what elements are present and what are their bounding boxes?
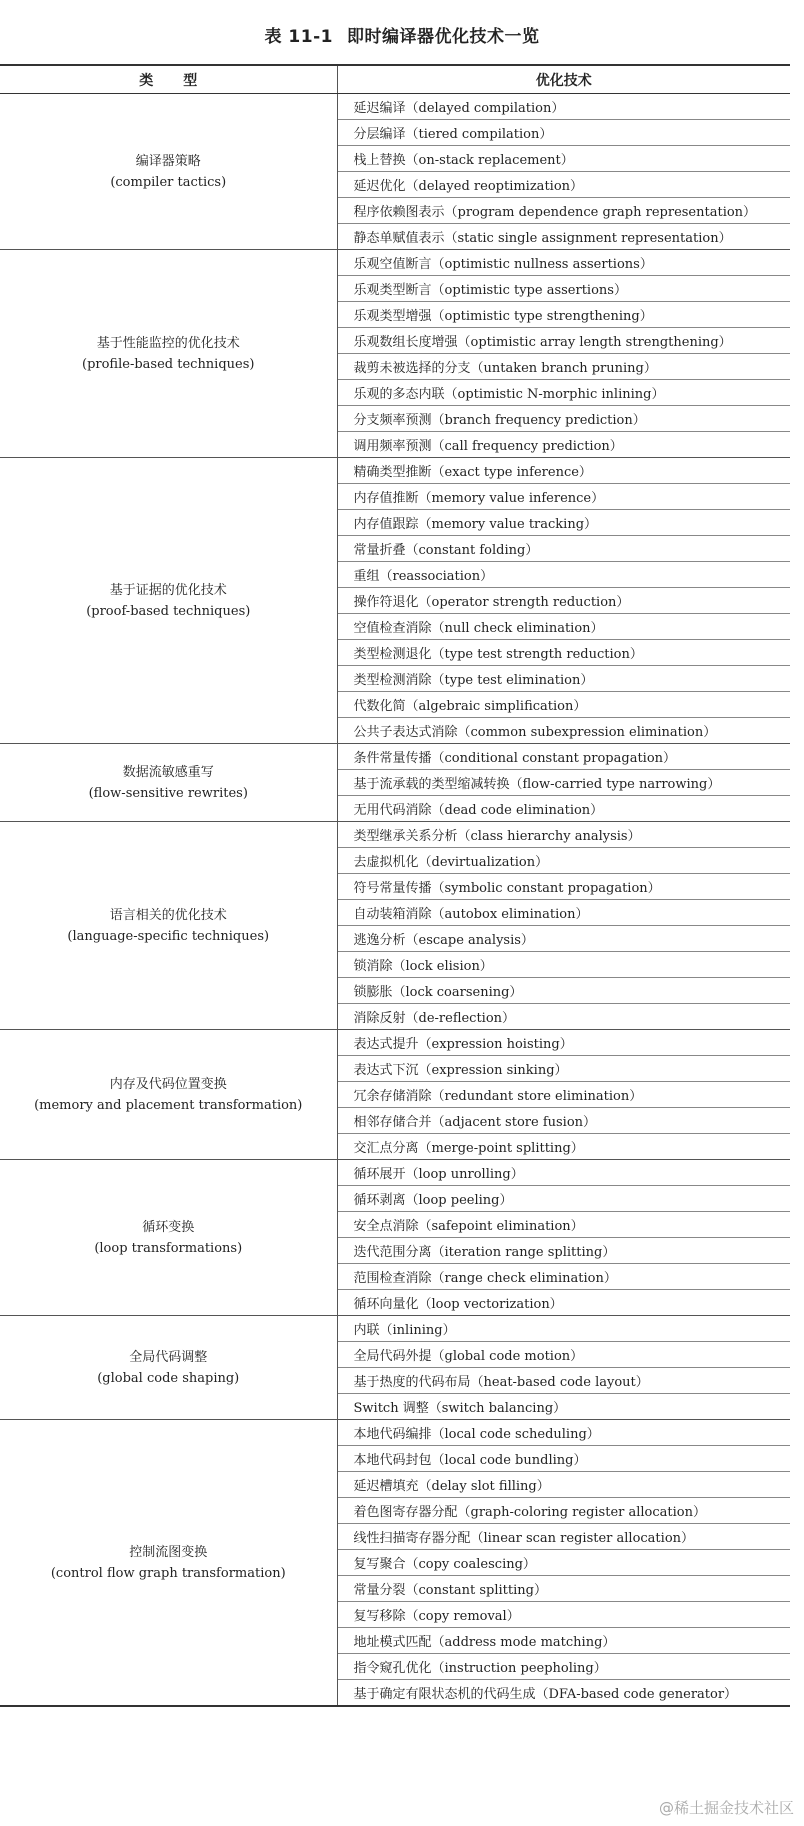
category-cell <box>0 1030 337 1160</box>
table-title: 即时编译器优化技术一览 <box>346 27 540 47</box>
technique-cell: 延迟优化（delayed reoptimization） <box>337 172 790 198</box>
technique-cell: 分支频率预测（branch frequency prediction） <box>337 406 790 432</box>
table-row <box>0 1160 790 1186</box>
technique-cell: 本地代码封包（local code bundling） <box>337 1446 790 1472</box>
technique-cell: 乐观的多态内联（optimistic N-morphic inlining） <box>337 380 790 406</box>
category-name-zh: 内存及代码位置变换 <box>109 1076 227 1092</box>
technique-cell: Switch 调整（switch balancing） <box>337 1394 790 1420</box>
category-cell <box>0 1420 337 1707</box>
technique-cell: 内联（inlining） <box>337 1316 790 1342</box>
technique-cell: 复写聚合（copy coalescing） <box>337 1550 790 1576</box>
technique-cell: 消除反射（de-reflection） <box>337 1004 790 1030</box>
technique-cell: 线性扫描寄存器分配（linear scan register allocation） <box>337 1524 790 1550</box>
technique-cell: 常量折叠（constant folding） <box>337 536 790 562</box>
technique-cell: 裁剪未被选择的分支（untaken branch pruning） <box>337 354 790 380</box>
technique-cell: 分层编译（tiered compilation） <box>337 120 790 146</box>
category-name-en: (loop transformations) <box>94 1240 243 1256</box>
technique-cell: 内存值跟踪（memory value tracking） <box>337 510 790 536</box>
technique-cell: 精确类型推断（exact type inference） <box>337 458 790 484</box>
category-name-zh: 基于证据的优化技术 <box>109 582 227 598</box>
technique-cell: 相邻存储合并（adjacent store fusion） <box>337 1108 790 1134</box>
technique-cell: 去虚拟机化（devirtualization） <box>337 848 790 874</box>
technique-cell: 循环剥离（loop peeling） <box>337 1186 790 1212</box>
technique-cell: 乐观类型断言（optimistic type assertions） <box>337 276 790 302</box>
category-name-zh: 全局代码调整 <box>129 1349 208 1365</box>
technique-cell: 基于热度的代码布局（heat-based code layout） <box>337 1368 790 1394</box>
optimization-techniques-table <box>0 64 790 1707</box>
technique-cell: 乐观类型增强（optimistic type strengthening） <box>337 302 790 328</box>
category-name-en: (language-specific techniques) <box>67 928 270 944</box>
technique-cell: 调用频率预测（call frequency prediction） <box>337 432 790 458</box>
category-cell <box>0 1160 337 1316</box>
technique-cell: 基于确定有限状态机的代码生成（DFA-based code generator） <box>337 1680 790 1707</box>
technique-cell: 无用代码消除（dead code elimination） <box>337 796 790 822</box>
table-row <box>0 1316 790 1342</box>
technique-cell: 栈上替换（on-stack replacement） <box>337 146 790 172</box>
category-name-zh: 编译器策略 <box>135 153 201 169</box>
technique-cell: 范围检查消除（range check elimination） <box>337 1264 790 1290</box>
technique-cell: 全局代码外提（global code motion） <box>337 1342 790 1368</box>
category-name-zh: 语言相关的优化技术 <box>109 907 227 923</box>
technique-cell: 迭代范围分离（iteration range splitting） <box>337 1238 790 1264</box>
category-cell <box>0 94 337 250</box>
technique-cell: 条件常量传播（conditional constant propagation） <box>337 744 790 770</box>
category-name-zh: 循环变换 <box>142 1219 195 1235</box>
category-name-en: (control flow graph transformation) <box>50 1565 286 1581</box>
header-techniques: 优化技术 <box>337 65 790 94</box>
technique-cell: 类型检测消除（type test elimination） <box>337 666 790 692</box>
technique-cell: 复写移除（copy removal） <box>337 1602 790 1628</box>
technique-cell: 延迟槽填充（delay slot filling） <box>337 1472 790 1498</box>
technique-cell: 常量分裂（constant splitting） <box>337 1576 790 1602</box>
table-row <box>0 744 790 770</box>
watermark: @稀土掘金技术社区 <box>658 1799 794 1817</box>
technique-cell: 循环展开（loop unrolling） <box>337 1160 790 1186</box>
technique-cell: 延迟编译（delayed compilation） <box>337 94 790 120</box>
technique-cell: 地址模式匹配（address mode matching） <box>337 1628 790 1654</box>
category-cell <box>0 822 337 1030</box>
header-type: 类型 <box>0 65 337 94</box>
table-row <box>0 822 790 848</box>
category-name-en: (flow-sensitive rewrites) <box>88 785 248 801</box>
table-row <box>0 458 790 484</box>
technique-cell: 类型继承关系分析（class hierarchy analysis） <box>337 822 790 848</box>
table-caption <box>0 22 804 47</box>
technique-cell: 空值检查消除（null check elimination） <box>337 614 790 640</box>
technique-cell: 着色图寄存器分配（graph-coloring register allocation） <box>337 1498 790 1524</box>
category-name-en: (compiler tactics) <box>110 174 227 190</box>
category-name-zh: 数据流敏感重写 <box>122 764 214 780</box>
table-body <box>0 94 790 1707</box>
technique-cell: 循环向量化（loop vectorization） <box>337 1290 790 1316</box>
technique-cell: 乐观数组长度增强（optimistic array length strengthening） <box>337 328 790 354</box>
technique-cell: 安全点消除（safepoint elimination） <box>337 1212 790 1238</box>
technique-cell: 表达式下沉（expression sinking） <box>337 1056 790 1082</box>
technique-cell: 符号常量传播（symbolic constant propagation） <box>337 874 790 900</box>
category-name-en: (profile-based techniques) <box>82 356 255 372</box>
technique-cell: 程序依赖图表示（program dependence graph representation） <box>337 198 790 224</box>
technique-cell: 交汇点分离（merge-point splitting） <box>337 1134 790 1160</box>
category-name-zh: 控制流图变换 <box>129 1544 208 1560</box>
technique-cell: 表达式提升（expression hoisting） <box>337 1030 790 1056</box>
table-row <box>0 250 790 276</box>
technique-cell: 自动装箱消除（autobox elimination） <box>337 900 790 926</box>
category-name-en: (global code shaping) <box>97 1370 240 1386</box>
technique-cell: 指令窥孔优化（instruction peepholing） <box>337 1654 790 1680</box>
technique-cell: 逃逸分析（escape analysis） <box>337 926 790 952</box>
technique-cell: 公共子表达式消除（common subexpression elimination） <box>337 718 790 744</box>
category-name-zh: 基于性能监控的优化技术 <box>96 335 240 351</box>
table-row <box>0 94 790 120</box>
category-name-en: (memory and placement transformation) <box>34 1097 303 1113</box>
category-cell <box>0 1316 337 1420</box>
category-cell <box>0 744 337 822</box>
table-row <box>0 1030 790 1056</box>
technique-cell: 基于流承载的类型缩减转换（flow-carried type narrowing） <box>337 770 790 796</box>
technique-cell: 本地代码编排（local code scheduling） <box>337 1420 790 1446</box>
category-name-en: (proof-based techniques) <box>86 603 251 619</box>
technique-cell: 锁消除（lock elision） <box>337 952 790 978</box>
technique-cell: 内存值推断（memory value inference） <box>337 484 790 510</box>
table-header-row <box>0 65 790 94</box>
technique-cell: 代数化简（algebraic simplification） <box>337 692 790 718</box>
technique-cell: 类型检测退化（type test strength reduction） <box>337 640 790 666</box>
technique-cell: 冗余存储消除（redundant store elimination） <box>337 1082 790 1108</box>
technique-cell: 操作符退化（operator strength reduction） <box>337 588 790 614</box>
technique-cell: 重组（reassociation） <box>337 562 790 588</box>
technique-cell: 静态单赋值表示（static single assignment representation） <box>337 224 790 250</box>
technique-cell: 锁膨胀（lock coarsening） <box>337 978 790 1004</box>
category-cell <box>0 250 337 458</box>
technique-cell: 乐观空值断言（optimistic nullness assertions） <box>337 250 790 276</box>
table-number: 表 11-1 <box>264 27 333 47</box>
table-row <box>0 1420 790 1446</box>
category-cell <box>0 458 337 744</box>
